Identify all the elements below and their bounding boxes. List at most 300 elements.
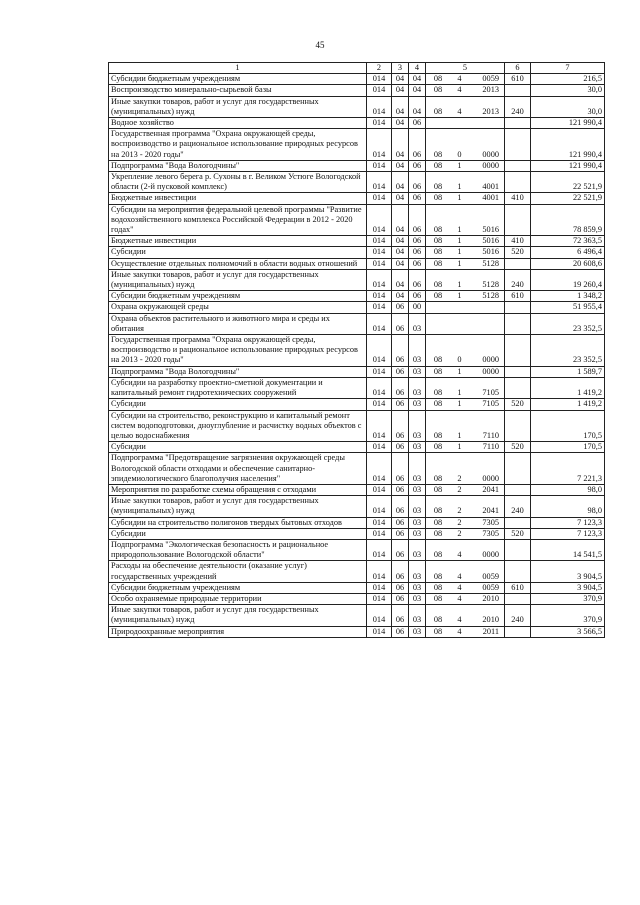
- section-code: 06: [392, 313, 409, 334]
- table-row: [109, 626, 605, 637]
- program-code: 08: [433, 355, 443, 365]
- expense-type-code: [505, 410, 531, 442]
- expense-type-code: 520: [505, 399, 531, 410]
- table-row: [109, 453, 605, 485]
- section-code: 04: [392, 204, 409, 236]
- subprogram-code: 1: [457, 291, 462, 301]
- expense-type-code: [505, 593, 531, 604]
- program-code: 08: [433, 236, 443, 246]
- table-row: [109, 236, 605, 247]
- table-body: [109, 74, 605, 638]
- program-code: 08: [433, 366, 443, 376]
- row-name: Субсидии на разработку проектно-сметной документации и капитальный ремонт гидротехнических сооружений: [109, 377, 367, 398]
- direction-code: 0059: [482, 582, 499, 592]
- target-article-code: [426, 410, 505, 442]
- program-code: 08: [433, 442, 443, 452]
- section-code: 06: [392, 593, 409, 604]
- amount: 19 260,4: [531, 269, 605, 290]
- amount: 3 904,5: [531, 582, 605, 593]
- ministry-code: 014: [367, 453, 392, 485]
- amount: 1 348,2: [531, 291, 605, 302]
- direction-code: 7110: [482, 430, 499, 440]
- ministry-code: 014: [367, 366, 392, 377]
- subsection-code: 06: [409, 247, 426, 258]
- table-row: [109, 366, 605, 377]
- subprogram-code: 2: [457, 528, 462, 538]
- section-code: 04: [392, 160, 409, 171]
- table-row: [109, 528, 605, 539]
- expense-type-code: [505, 335, 531, 367]
- table-row: [109, 410, 605, 442]
- section-code: 06: [392, 453, 409, 485]
- row-name: Субсидии: [109, 399, 367, 410]
- row-name: Подпрограмма "Вода Вологодчины": [109, 160, 367, 171]
- subsection-code: 03: [409, 313, 426, 334]
- ministry-code: 014: [367, 291, 392, 302]
- ministry-code: 014: [367, 118, 392, 129]
- table-row: [109, 539, 605, 560]
- amount: 6 496,4: [531, 247, 605, 258]
- direction-code: 4001: [482, 182, 499, 192]
- amount: 7 123,3: [531, 517, 605, 528]
- subprogram-code: 1: [457, 280, 462, 290]
- section-code: 04: [392, 269, 409, 290]
- table-row: [109, 593, 605, 604]
- amount: 370,9: [531, 593, 605, 604]
- budget-table: [108, 62, 605, 638]
- program-code: 08: [433, 182, 443, 192]
- ministry-code: 014: [367, 313, 392, 334]
- program-code: 08: [433, 506, 443, 516]
- subsection-code: 03: [409, 410, 426, 442]
- target-article-code: [426, 269, 505, 290]
- amount: 370,9: [531, 605, 605, 626]
- direction-code: 7105: [482, 399, 499, 409]
- subsection-code: 06: [409, 204, 426, 236]
- section-code: 04: [392, 193, 409, 204]
- subprogram-code: 1: [457, 236, 462, 246]
- section-code: 06: [392, 335, 409, 367]
- subprogram-code: 4: [457, 615, 462, 625]
- section-code: 06: [392, 410, 409, 442]
- subprogram-code: 4: [457, 106, 462, 116]
- section-code: 04: [392, 96, 409, 117]
- target-article-code: [426, 366, 505, 377]
- amount: 23 352,5: [531, 313, 605, 334]
- row-name: Подпрограмма "Предотвращение загрязнения окружающей среды Вологодской области отходами и обеспечение санитарно-эпидемиологического благополучия населения": [109, 453, 367, 485]
- subsection-code: 03: [409, 582, 426, 593]
- subsection-code: 03: [409, 335, 426, 367]
- table-row: [109, 269, 605, 290]
- amount: 121 990,4: [531, 160, 605, 171]
- amount: 3 904,5: [531, 561, 605, 582]
- expense-type-code: [505, 85, 531, 96]
- table-row: [109, 442, 605, 453]
- ministry-code: 014: [367, 258, 392, 269]
- table-row: [109, 399, 605, 410]
- target-article-code: [426, 517, 505, 528]
- row-name: Субсидии бюджетным учреждениям: [109, 582, 367, 593]
- ministry-code: 014: [367, 605, 392, 626]
- expense-type-code: 240: [505, 96, 531, 117]
- subsection-code: 04: [409, 74, 426, 85]
- row-name: Бюджетные инвестиции: [109, 236, 367, 247]
- direction-code: 5128: [482, 291, 499, 301]
- subprogram-code: 1: [457, 399, 462, 409]
- subsection-code: 03: [409, 399, 426, 410]
- program-code: 08: [433, 258, 443, 268]
- direction-code: 0000: [482, 550, 499, 560]
- section-code: 06: [392, 528, 409, 539]
- subsection-code: 03: [409, 442, 426, 453]
- target-article-code: [426, 118, 505, 129]
- program-code: 08: [433, 571, 443, 581]
- subsection-code: 03: [409, 366, 426, 377]
- row-name: Особо охраняемые природные территории: [109, 593, 367, 604]
- expense-type-code: [505, 204, 531, 236]
- section-code: 06: [392, 496, 409, 517]
- table-row: [109, 96, 605, 117]
- ministry-code: 014: [367, 561, 392, 582]
- amount: 20 608,6: [531, 258, 605, 269]
- subprogram-code: 2: [457, 517, 462, 527]
- section-code: 06: [392, 582, 409, 593]
- ministry-code: 014: [367, 442, 392, 453]
- amount: 1 589,7: [531, 366, 605, 377]
- target-article-code: [426, 258, 505, 269]
- table-row: [109, 118, 605, 129]
- row-name: Иные закупки товаров, работ и услуг для государственных (муниципальных) нужд: [109, 605, 367, 626]
- amount: 30,0: [531, 96, 605, 117]
- target-article-code: [426, 593, 505, 604]
- direction-code: 5128: [482, 280, 499, 290]
- target-article-code: [426, 74, 505, 85]
- row-name: Укрепление левого берега р. Сухоны в г. Великом Устюге Вологодской области (2-й пусковой комплекс): [109, 172, 367, 193]
- program-code: 08: [433, 528, 443, 538]
- target-article-code: [426, 484, 505, 495]
- ministry-code: 014: [367, 539, 392, 560]
- program-code: 08: [433, 225, 443, 235]
- section-code: 04: [392, 258, 409, 269]
- section-code: 04: [392, 172, 409, 193]
- table-row: [109, 496, 605, 517]
- amount: 14 541,5: [531, 539, 605, 560]
- expense-type-code: [505, 626, 531, 637]
- header-col-1: 1: [109, 63, 367, 74]
- direction-code: 7105: [482, 388, 499, 398]
- amount: 216,5: [531, 74, 605, 85]
- amount: 121 990,4: [531, 129, 605, 161]
- direction-code: 7305: [482, 517, 499, 527]
- expense-type-code: [505, 484, 531, 495]
- subprogram-code: 2: [457, 484, 462, 494]
- subsection-code: 03: [409, 539, 426, 560]
- ministry-code: 014: [367, 377, 392, 398]
- subsection-code: 04: [409, 85, 426, 96]
- direction-code: 7305: [482, 528, 499, 538]
- expense-type-code: 520: [505, 247, 531, 258]
- target-article-code: [426, 313, 505, 334]
- amount: 1 419,2: [531, 377, 605, 398]
- target-article-code: [426, 453, 505, 485]
- subprogram-code: 0: [457, 355, 462, 365]
- subsection-code: 03: [409, 453, 426, 485]
- subsection-code: 03: [409, 528, 426, 539]
- direction-code: 5016: [482, 236, 499, 246]
- subsection-code: 06: [409, 269, 426, 290]
- row-name: Подпрограмма "Экологическая безопасность и рациональное природопользование Вологодской области": [109, 539, 367, 560]
- subprogram-code: 1: [457, 225, 462, 235]
- amount: 22 521,9: [531, 193, 605, 204]
- target-article-code: [426, 204, 505, 236]
- subsection-code: 03: [409, 496, 426, 517]
- direction-code: 0000: [482, 149, 499, 159]
- expense-type-code: 240: [505, 496, 531, 517]
- target-article-code: [426, 496, 505, 517]
- row-name: Субсидии на мероприятия федеральной целевой программы "Развитие водохозяйственного комплекса Российской Федерации в 2012 - 2020 годах": [109, 204, 367, 236]
- subprogram-code: 2: [457, 506, 462, 516]
- row-name: Бюджетные инвестиции: [109, 193, 367, 204]
- expense-type-code: [505, 366, 531, 377]
- expense-type-code: [505, 377, 531, 398]
- row-name: Расходы на обеспечение деятельности (оказание услуг) государственных учреждений: [109, 561, 367, 582]
- subprogram-code: 4: [457, 626, 462, 636]
- amount: 170,5: [531, 442, 605, 453]
- table-row: [109, 160, 605, 171]
- table-row: [109, 193, 605, 204]
- program-code: 08: [433, 149, 443, 159]
- expense-type-code: [505, 517, 531, 528]
- table-row: [109, 582, 605, 593]
- subprogram-code: 1: [457, 160, 462, 170]
- program-code: 08: [433, 85, 443, 95]
- target-article-code: [426, 399, 505, 410]
- section-code: 06: [392, 561, 409, 582]
- amount: 7 221,3: [531, 453, 605, 485]
- subprogram-code: 1: [457, 388, 462, 398]
- row-name: Субсидии: [109, 528, 367, 539]
- expense-type-code: [505, 258, 531, 269]
- program-code: 08: [433, 484, 443, 494]
- row-name: Воспроизводство минерально-сырьевой базы: [109, 85, 367, 96]
- program-code: 08: [433, 473, 443, 483]
- table-row: [109, 484, 605, 495]
- table-row: [109, 377, 605, 398]
- amount: 23 352,5: [531, 335, 605, 367]
- section-code: 06: [392, 605, 409, 626]
- direction-code: 2041: [482, 506, 499, 516]
- expense-type-code: [505, 539, 531, 560]
- ministry-code: 014: [367, 626, 392, 637]
- section-code: 06: [392, 377, 409, 398]
- expense-type-code: 520: [505, 442, 531, 453]
- program-code: 08: [433, 388, 443, 398]
- ministry-code: 014: [367, 204, 392, 236]
- subsection-code: 06: [409, 258, 426, 269]
- table-row: [109, 302, 605, 313]
- table-row: [109, 313, 605, 334]
- table-row: [109, 517, 605, 528]
- ministry-code: 014: [367, 335, 392, 367]
- header-col-2: 2: [367, 63, 392, 74]
- header-col-5: 5: [426, 63, 505, 74]
- subsection-code: 06: [409, 129, 426, 161]
- expense-type-code: [505, 118, 531, 129]
- row-name: Природоохранные мероприятия: [109, 626, 367, 637]
- direction-code: 0000: [482, 366, 499, 376]
- direction-code: 2013: [482, 85, 499, 95]
- section-code: 06: [392, 626, 409, 637]
- target-article-code: [426, 160, 505, 171]
- row-name: Субсидии на строительство, реконструкцию и капитальный ремонт систем водоподготовки, дноуглубление и расчистку водных объектов с целью водоснабжения: [109, 410, 367, 442]
- expense-type-code: 410: [505, 193, 531, 204]
- ministry-code: 014: [367, 129, 392, 161]
- section-code: 04: [392, 247, 409, 258]
- section-code: 06: [392, 442, 409, 453]
- program-code: 08: [433, 399, 443, 409]
- subsection-code: 03: [409, 626, 426, 637]
- program-code: 08: [433, 193, 443, 203]
- ministry-code: 014: [367, 193, 392, 204]
- subsection-code: 06: [409, 118, 426, 129]
- target-article-code: [426, 129, 505, 161]
- amount: 78 859,9: [531, 204, 605, 236]
- direction-code: 7110: [482, 442, 499, 452]
- target-article-code: [426, 236, 505, 247]
- header-col-6: 6: [505, 63, 531, 74]
- subsection-code: 06: [409, 236, 426, 247]
- ministry-code: 014: [367, 582, 392, 593]
- direction-code: 0000: [482, 355, 499, 365]
- table-row: [109, 335, 605, 367]
- ministry-code: 014: [367, 593, 392, 604]
- row-name: Субсидии: [109, 247, 367, 258]
- ministry-code: 014: [367, 496, 392, 517]
- program-code: 08: [433, 593, 443, 603]
- direction-code: 0000: [482, 160, 499, 170]
- table-row: [109, 561, 605, 582]
- subsection-code: 03: [409, 517, 426, 528]
- target-article-code: [426, 582, 505, 593]
- section-code: 06: [392, 399, 409, 410]
- subprogram-code: 1: [457, 193, 462, 203]
- target-article-code: [426, 528, 505, 539]
- subsection-code: 03: [409, 605, 426, 626]
- row-name: Иные закупки товаров, работ и услуг для государственных (муниципальных) нужд: [109, 269, 367, 290]
- subsection-code: 04: [409, 96, 426, 117]
- ministry-code: 014: [367, 85, 392, 96]
- subprogram-code: 4: [457, 550, 462, 560]
- target-article-code: [426, 193, 505, 204]
- ministry-code: 014: [367, 236, 392, 247]
- subprogram-code: 4: [457, 582, 462, 592]
- target-article-code: [426, 291, 505, 302]
- ministry-code: 014: [367, 410, 392, 442]
- program-code: 08: [433, 106, 443, 116]
- table-row: [109, 74, 605, 85]
- table-row: [109, 247, 605, 258]
- header-row: [109, 63, 605, 74]
- direction-code: 2013: [482, 106, 499, 116]
- expense-type-code: 520: [505, 528, 531, 539]
- program-code: 08: [433, 550, 443, 560]
- direction-code: 0059: [482, 74, 499, 84]
- target-article-code: [426, 561, 505, 582]
- row-name: Водное хозяйство: [109, 118, 367, 129]
- section-code: 06: [392, 517, 409, 528]
- expense-type-code: [505, 302, 531, 313]
- target-article-code: [426, 377, 505, 398]
- ministry-code: 014: [367, 160, 392, 171]
- table-row: [109, 258, 605, 269]
- subsection-code: 06: [409, 172, 426, 193]
- header-col-4: 4: [409, 63, 426, 74]
- table-row: [109, 172, 605, 193]
- row-name: Субсидии: [109, 442, 367, 453]
- target-article-code: [426, 626, 505, 637]
- row-name: Государственная программа "Охрана окружающей среды, воспроизводство и рациональное использование природных ресурсов на 2013 - 2020 годы": [109, 129, 367, 161]
- subprogram-code: 1: [457, 430, 462, 440]
- target-article-code: [426, 335, 505, 367]
- subprogram-code: 1: [457, 247, 462, 257]
- row-name: Мероприятия по разработке схемы обращения с отходами: [109, 484, 367, 495]
- amount: 98,0: [531, 484, 605, 495]
- table-row: [109, 291, 605, 302]
- program-code: 08: [433, 74, 443, 84]
- section-code: 06: [392, 302, 409, 313]
- direction-code: 2010: [482, 593, 499, 603]
- section-code: 06: [392, 366, 409, 377]
- program-code: 08: [433, 615, 443, 625]
- expense-type-code: 610: [505, 582, 531, 593]
- target-article-code: [426, 605, 505, 626]
- direction-code: 2011: [482, 626, 499, 636]
- program-code: 08: [433, 160, 443, 170]
- expense-type-code: [505, 129, 531, 161]
- section-code: 06: [392, 539, 409, 560]
- row-name: Иные закупки товаров, работ и услуг для государственных (муниципальных) нужд: [109, 96, 367, 117]
- subprogram-code: 1: [457, 366, 462, 376]
- direction-code: 0000: [482, 473, 499, 483]
- direction-code: 2010: [482, 615, 499, 625]
- subsection-code: 03: [409, 484, 426, 495]
- amount: 3 566,5: [531, 626, 605, 637]
- expense-type-code: [505, 313, 531, 334]
- table-row: [109, 204, 605, 236]
- row-name: Государственная программа "Охрана окружающей среды, воспроизводство и рациональное использование природных ресурсов на 2013 - 2020 годы": [109, 335, 367, 367]
- subprogram-code: 1: [457, 182, 462, 192]
- row-name: Охрана объектов растительного и животного мира и среды их обитания: [109, 313, 367, 334]
- target-article-code: [426, 539, 505, 560]
- table-row: [109, 605, 605, 626]
- section-code: 04: [392, 118, 409, 129]
- target-article-code: [426, 172, 505, 193]
- section-code: 04: [392, 85, 409, 96]
- ministry-code: 014: [367, 399, 392, 410]
- table-row: [109, 85, 605, 96]
- subsection-code: 06: [409, 193, 426, 204]
- subprogram-code: 1: [457, 258, 462, 268]
- ministry-code: 014: [367, 96, 392, 117]
- ministry-code: 014: [367, 74, 392, 85]
- target-article-code: [426, 247, 505, 258]
- target-article-code: [426, 442, 505, 453]
- subprogram-code: 4: [457, 571, 462, 581]
- row-name: Охрана окружающей среды: [109, 302, 367, 313]
- ministry-code: 014: [367, 528, 392, 539]
- table-row: [109, 129, 605, 161]
- amount: 22 521,9: [531, 172, 605, 193]
